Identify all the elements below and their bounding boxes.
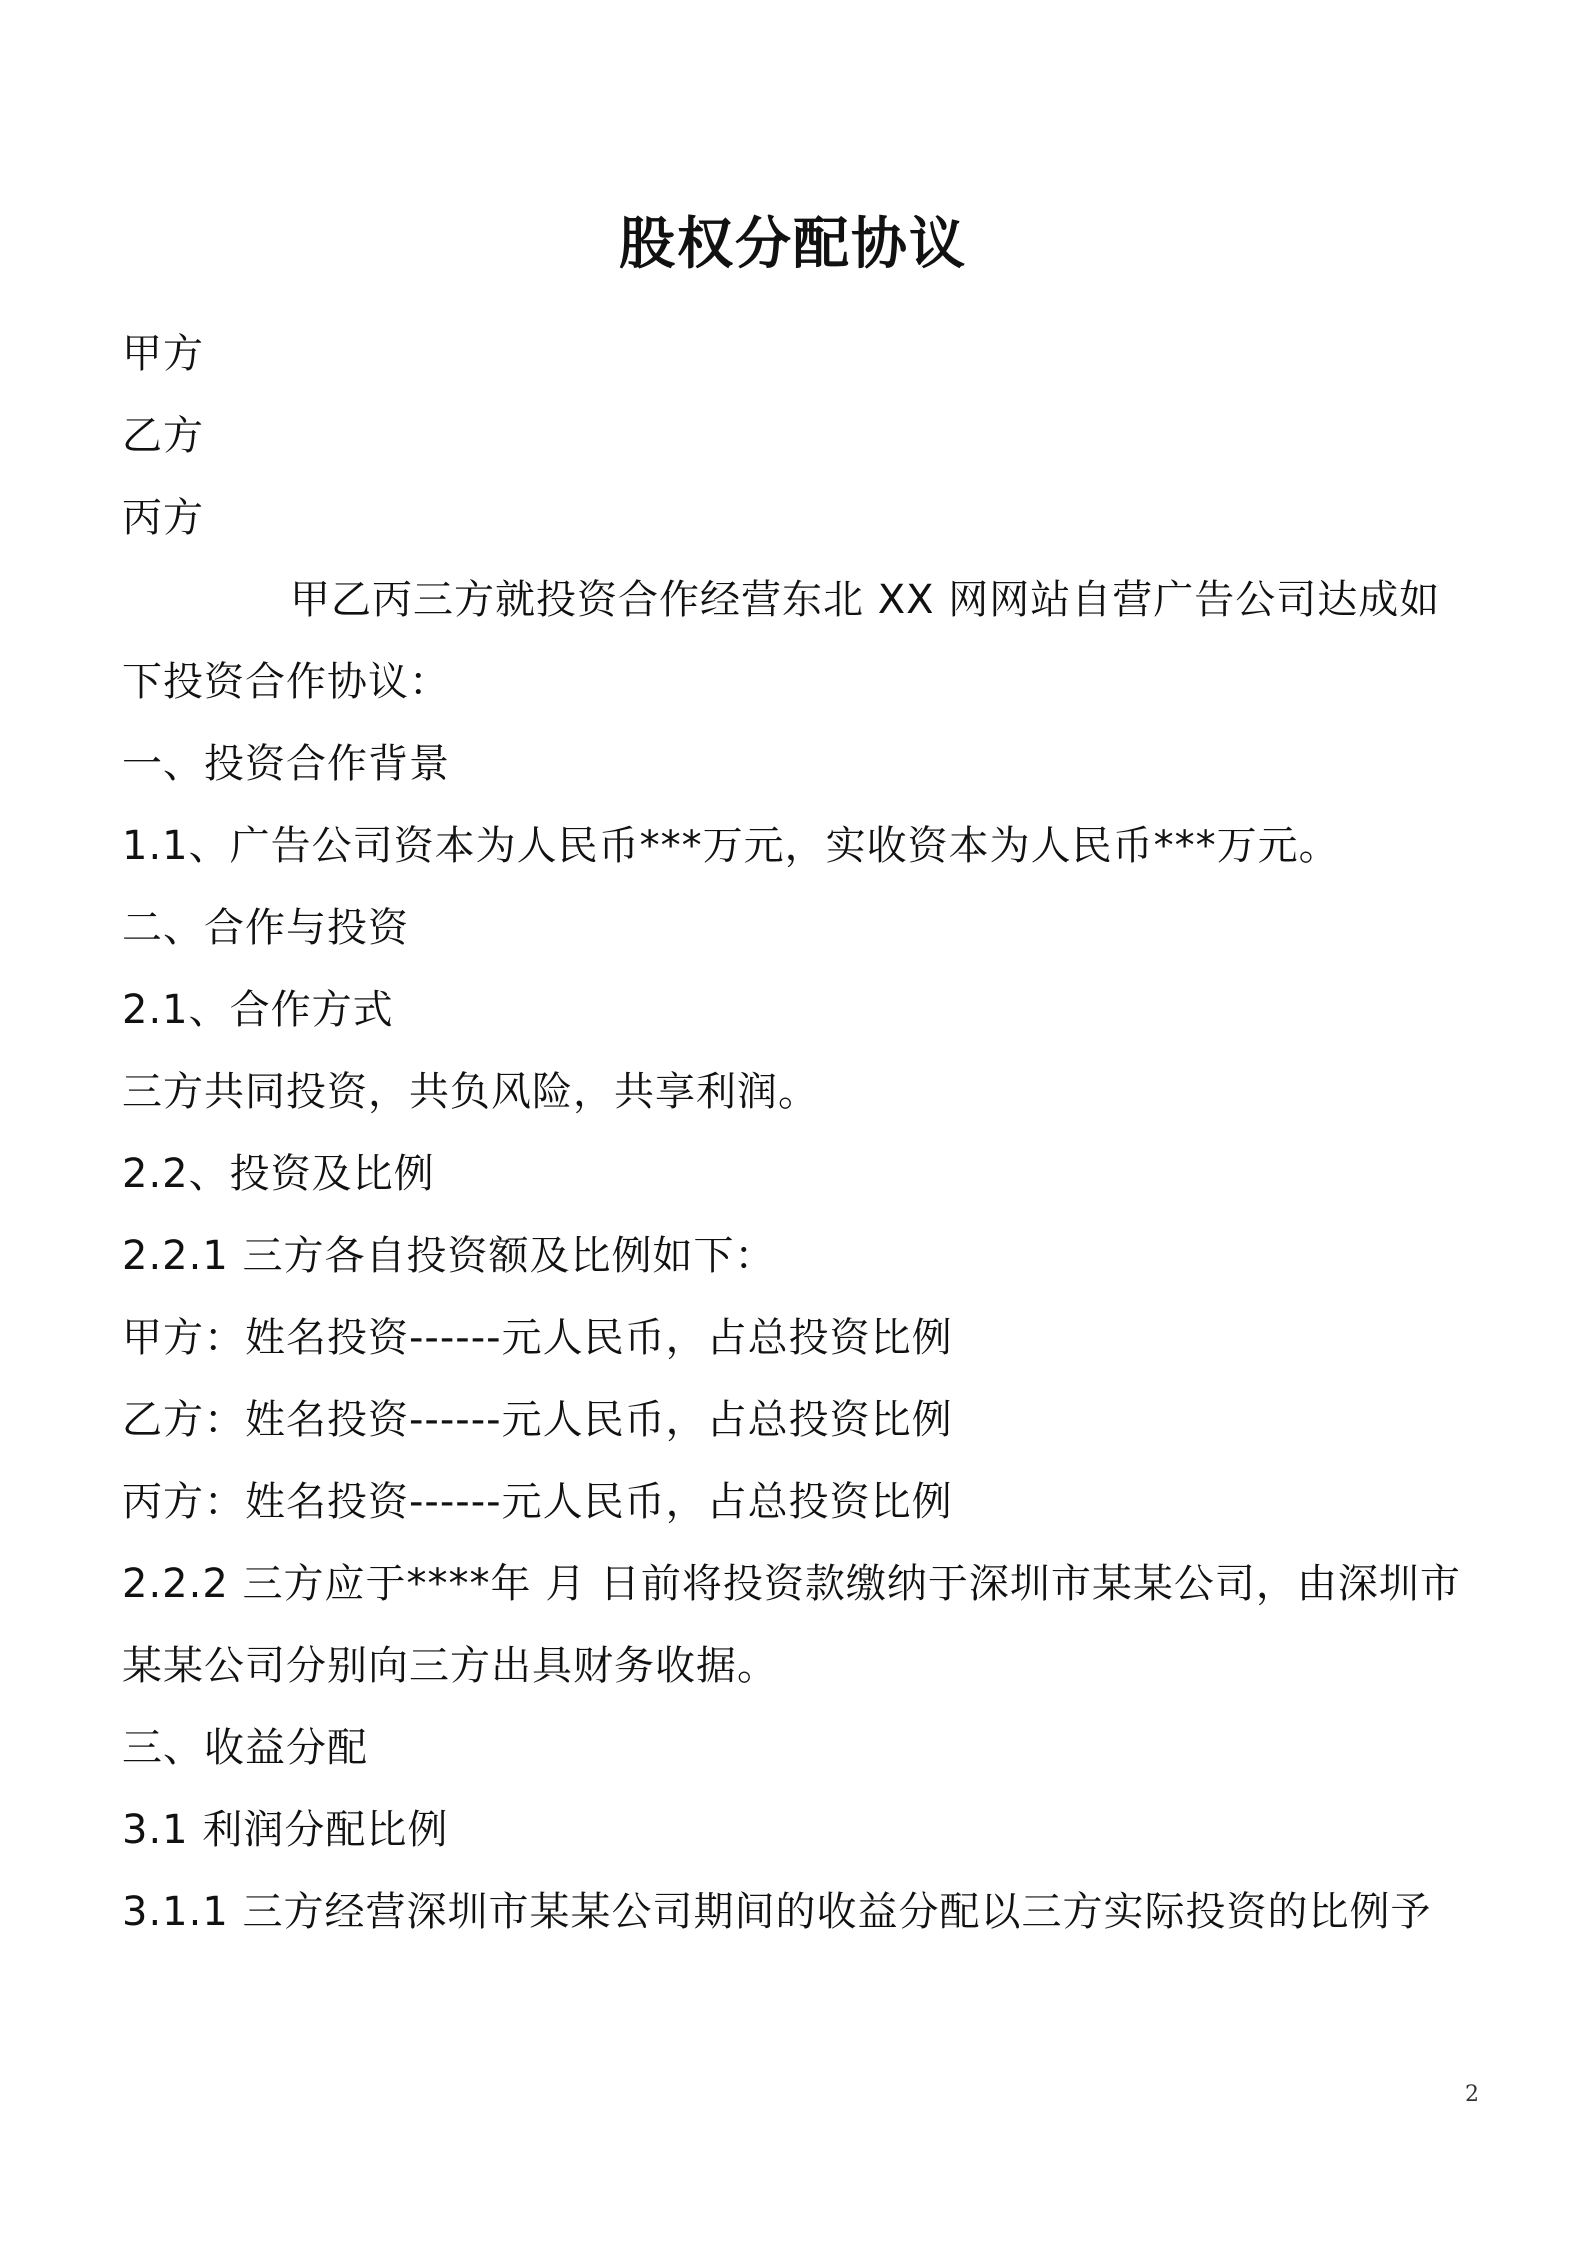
intro-paragraph-line-2: 下投资合作协议：	[122, 659, 450, 705]
party-c-investment: 丙方：姓名投资------元人民币，占总投资比例	[122, 1479, 953, 1525]
clause-3-1-heading: 3.1 利润分配比例	[122, 1807, 449, 1853]
document-title: 股权分配协议	[619, 212, 967, 277]
clause-2-1-heading: 2.1、合作方式	[122, 987, 394, 1033]
clause-3-1-1: 3.1.1 三方经营深圳市某某公司期间的收益分配以三方实际投资的比例予	[122, 1889, 1432, 1935]
party-a-label: 甲方	[122, 331, 204, 377]
clause-2-2-2-line-1: 2.2.2 三方应于****年 月 日前将投资款缴纳于深圳市某某公司，由深圳市	[122, 1561, 1461, 1607]
clause-2-2-1: 2.2.1 三方各自投资额及比例如下：	[122, 1233, 776, 1279]
clause-2-1-text: 三方共同投资，共负风险，共享利润。	[122, 1069, 819, 1115]
clause-2-2-heading: 2.2、投资及比例	[122, 1151, 435, 1197]
clause-1-1: 1.1、广告公司资本为人民币***万元，实收资本为人民币***万元。	[122, 823, 1340, 869]
party-a-investment: 甲方：姓名投资------元人民币，占总投资比例	[122, 1315, 953, 1361]
clause-2-2-2-line-2: 某某公司分别向三方出具财务收据。	[122, 1643, 778, 1689]
intro-paragraph-line-1: 甲乙丙三方就投资合作经营东北 XX 网网站自营广告公司达成如	[290, 577, 1441, 623]
section-3-heading: 三、收益分配	[122, 1725, 368, 1771]
party-b-investment: 乙方：姓名投资------元人民币，占总投资比例	[122, 1397, 953, 1443]
section-1-heading: 一、投资合作背景	[122, 741, 450, 787]
section-2-heading: 二、合作与投资	[122, 905, 409, 951]
page-number: 2	[1465, 2082, 1479, 2107]
party-b-label: 乙方	[122, 413, 204, 459]
party-c-label: 丙方	[122, 495, 204, 541]
